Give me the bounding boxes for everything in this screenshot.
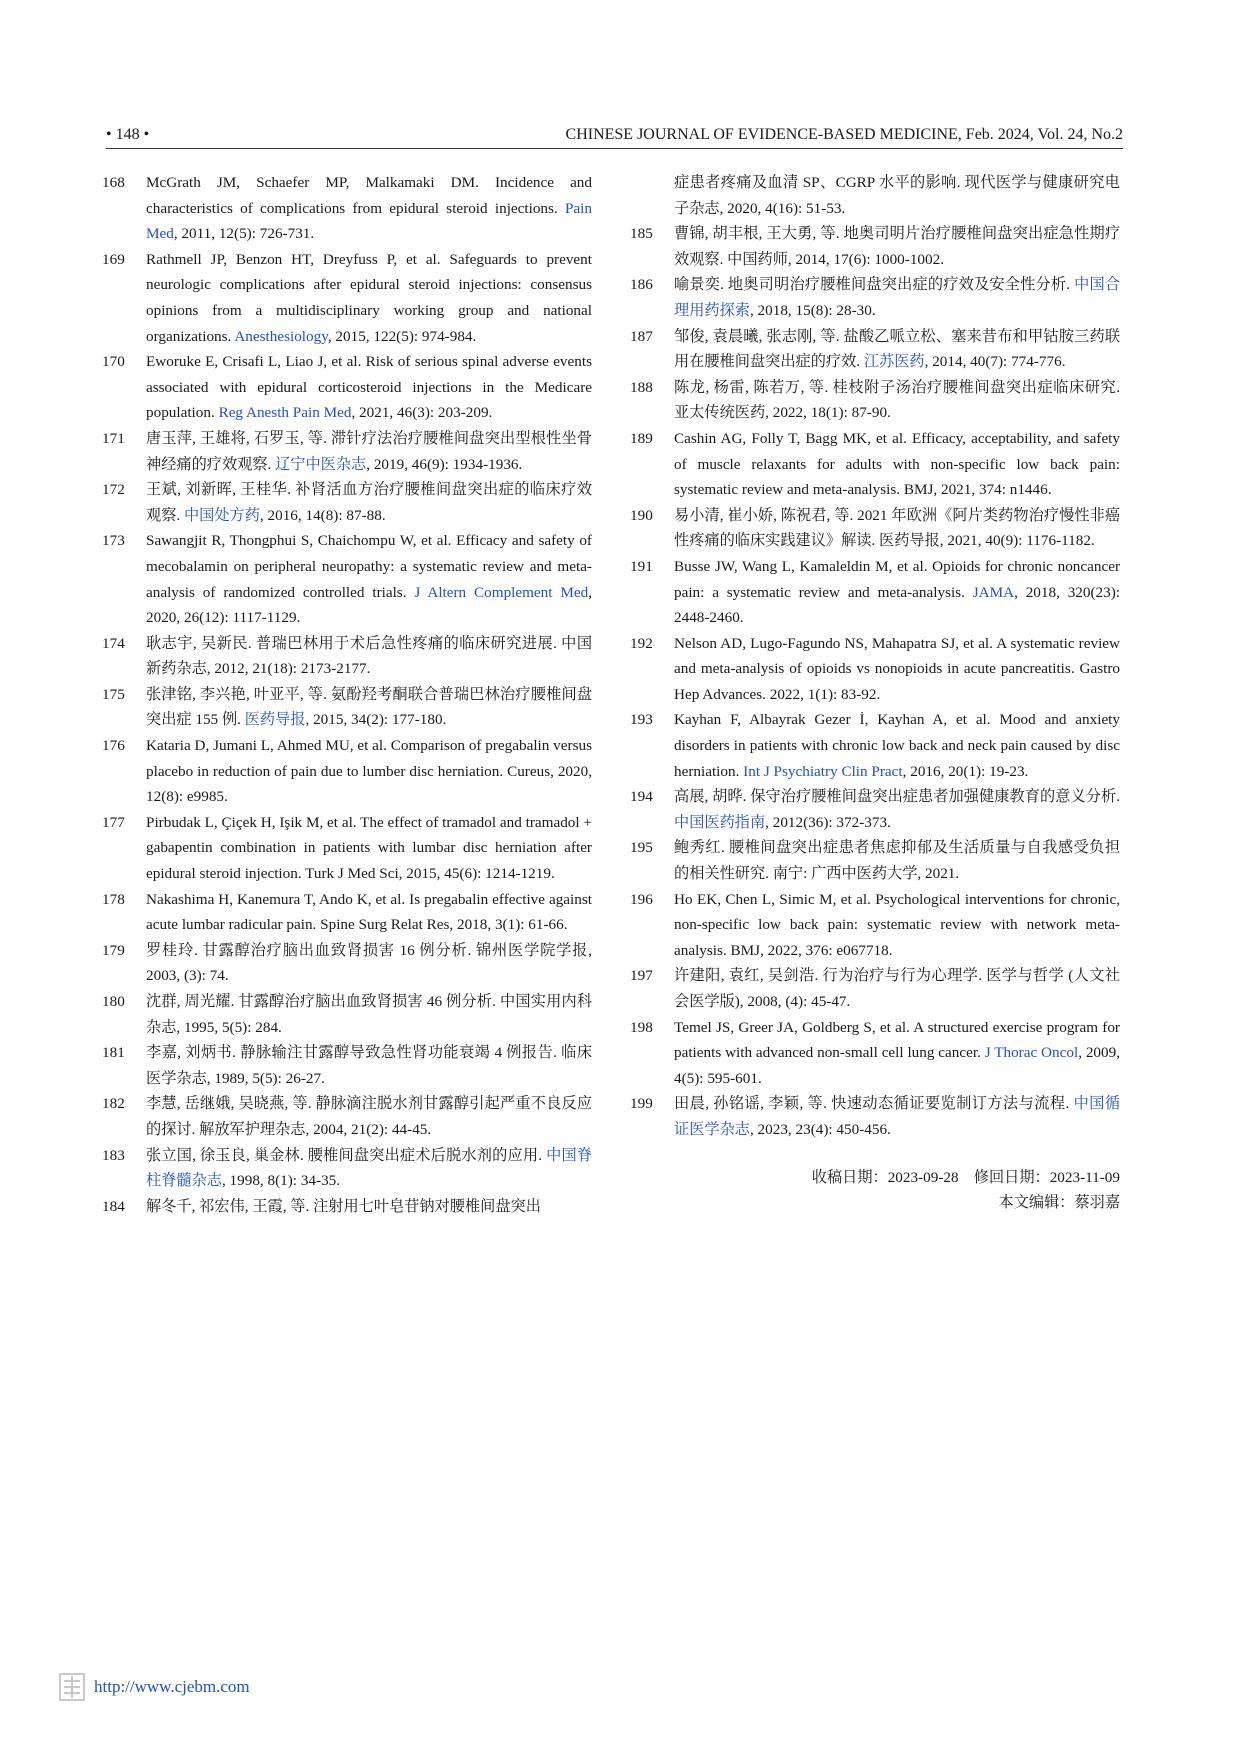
- reference-citation: Temel JS, Greer JA, Goldberg S, et al. A structured exercise program for patients with advanced non-small cell lung cancer.: [674, 1018, 1120, 1062]
- reference-citation: Kataria D, Jumani L, Ahmed MU, et al. Comparison of pregabalin versus placebo in reduction of pain due to lumber disc herniation. Cureus, 2020, 12(8): e9985.: [146, 737, 592, 806]
- reference-item: [102, 426, 592, 477]
- reference-text: [674, 784, 1120, 835]
- reference-item: [102, 477, 592, 528]
- reference-number: 176: [102, 737, 125, 755]
- reference-number: 194: [630, 788, 653, 806]
- reference-number: 192: [630, 634, 653, 652]
- reference-text: [146, 631, 592, 682]
- reference-text: [674, 503, 1120, 554]
- reference-text: [146, 170, 592, 247]
- journal-logo-icon: [58, 1672, 86, 1702]
- reference-item: [630, 324, 1120, 375]
- reference-volume: , 2009, 4(5): 595-601.: [674, 1044, 1120, 1087]
- article-dates: [630, 1165, 1120, 1216]
- reference-item: [630, 963, 1120, 1014]
- reference-text: [674, 221, 1120, 272]
- reference-number: 195: [630, 839, 653, 857]
- right-column: [630, 170, 1120, 1219]
- reference-text: [674, 963, 1120, 1014]
- reference-citation: 曹锦, 胡丰根, 王大勇, 等. 地奥司明片治疗腰椎间盘突出症急性期疗效观察. 中国药师, 2014, 17(6): 1000-1002.: [674, 225, 1120, 268]
- reference-item: [102, 349, 592, 426]
- reference-item: [630, 272, 1120, 323]
- reference-volume: , 2018, 320(23): 2448-2460.: [674, 583, 1120, 627]
- journal-link[interactable]: 中国医药指南: [674, 813, 766, 831]
- received-revised-dates: 收稿日期：2023-09-28 修回日期：2023-11-09: [811, 1168, 1120, 1186]
- reference-item: [630, 554, 1120, 631]
- reference-citation: 许建阳, 袁红, 吴剑浩. 行为治疗与行为心理学. 医学与哲学 (人文社会医学版), 2008, (4): 45-47.: [674, 967, 1120, 1010]
- reference-volume: , 2018, 15(8): 28-30.: [749, 301, 876, 319]
- reference-number: 196: [630, 890, 653, 908]
- reference-number: 184: [102, 1197, 125, 1215]
- journal-link[interactable]: 中国处方药: [183, 506, 260, 524]
- reference-text: [146, 682, 592, 733]
- reference-continuation: 症患者疼痛及血清 SP、CGRP 水平的影响. 现代医学与健康研究电子杂志, 2020, 4(16): 51-53.: [674, 174, 1120, 217]
- reference-number: 180: [102, 993, 125, 1010]
- reference-text: [674, 1091, 1120, 1142]
- reference-citation: 罗桂玲. 甘露醇治疗脑出血致肾损害 16 例分析. 锦州医学院学报, 2003, (3): 74.: [146, 941, 592, 985]
- reference-text: [674, 887, 1120, 964]
- reference-citation: Nelson AD, Lugo-Fagundo NS, Mahapatra SJ, et al. A systematic review and meta-analysis of opioids vs nonopioids in acute pancreatitis. Gastro Hep Advances. 2022, 1(1): 83-92.: [674, 634, 1120, 703]
- journal-link[interactable]: 中国循证医学杂志: [674, 1095, 1121, 1138]
- reference-text: [146, 1040, 592, 1091]
- reference-text: [674, 1015, 1120, 1092]
- reference-citation: 易小清, 崔小娇, 陈祝君, 等. 2021 年欧洲《阿片类药物治疗慢性非癌性疼痛的临床实践建议》解读. 医药导报, 2021, 40(9): 1176-1182.: [674, 506, 1120, 550]
- reference-item: [102, 682, 592, 733]
- reference-item: [102, 170, 592, 247]
- reference-citation: 李慧, 岳继娥, 吴晓燕, 等. 静脉滴注脱水剂甘露醇引起严重不良反应的探讨. 解放军护理杂志, 2004, 21(2): 44-45.: [146, 1095, 592, 1138]
- reference-item: [102, 631, 592, 682]
- journal-link[interactable]: Int J Psychiatry Clin Pract: [743, 762, 903, 780]
- reference-number: 174: [102, 634, 125, 652]
- reference-number: 186: [630, 276, 653, 294]
- reference-text: [146, 989, 592, 1040]
- reference-citation: 张津铭, 李兴艳, 叶亚平, 等. 氨酚羟考酮联合普瑞巴林治疗腰椎间盘突出症 155 例.: [146, 685, 592, 729]
- reference-volume: , 2020, 26(12): 1117-1129.: [146, 583, 593, 627]
- reference-item: [102, 1143, 592, 1194]
- reference-number: 169: [102, 250, 125, 268]
- reference-volume: , 2019, 46(9): 1934-1936.: [366, 455, 523, 473]
- reference-number: 179: [102, 941, 125, 959]
- reference-text: [674, 375, 1120, 426]
- reference-citation: McGrath JM, Schaefer MP, Malkamaki DM. Incidence and characteristics of complications from epidural steroid injections.: [146, 174, 592, 217]
- reference-text: [146, 1143, 592, 1194]
- reference-item: [630, 887, 1120, 964]
- journal-link[interactable]: 中国脊柱脊髓杂志: [146, 1146, 593, 1190]
- reference-item: [630, 1091, 1120, 1142]
- journal-link[interactable]: 中国合理用药探索: [674, 276, 1121, 319]
- reference-citation: 陈龙, 杨雷, 陈若万, 等. 桂枝附子汤治疗腰椎间盘突出症临床研究. 亚太传统医药, 2022, 18(1): 87-90.: [674, 378, 1120, 422]
- reference-citation: Sawangjit R, Thongphui S, Chaichompu W, et al. Efficacy and safety of mecobalamin on peripheral neuropathy: a systematic review and meta-analysis of randomized controlled trials.: [146, 532, 592, 601]
- journal-link[interactable]: Reg Anesth Pain Med: [218, 404, 352, 422]
- reference-text: [146, 349, 592, 426]
- reference-citation: 耿志宇, 吴新民. 普瑞巴林用于术后急性疼痛的临床研究进展. 中国新药杂志, 2012, 21(18): 2173-2177.: [146, 634, 592, 678]
- reference-volume: , 2021, 46(3): 203-209.: [351, 404, 493, 422]
- reference-number: 193: [630, 711, 653, 729]
- journal-title: CHINESE JOURNAL OF EVIDENCE-BASED MEDICINE, Feb. 2024, Vol. 24, No.2: [565, 126, 1123, 143]
- reference-text: [146, 1194, 592, 1220]
- journal-link[interactable]: Pain Med: [146, 199, 592, 243]
- reference-number: 182: [102, 1095, 125, 1113]
- reference-item: [102, 247, 592, 349]
- reference-citation: Rathmell JP, Benzon HT, Dreyfuss P, et al. Safeguards to prevent neurologic complications after epidural steroid injections: consensus opinions from a multidisciplinary working group and national organizations.: [146, 250, 592, 345]
- reference-item: [102, 810, 592, 887]
- reference-item: [102, 733, 592, 810]
- journal-link[interactable]: J Thorac Oncol: [984, 1044, 1079, 1062]
- reference-item: [630, 784, 1120, 835]
- reference-citation: Kayhan F, Albayrak Gezer İ, Kayhan A, et al. Mood and anxiety disorders in patients with chronic low back and neck pain caused by disc herniation.: [674, 711, 1120, 780]
- reference-item: [630, 375, 1120, 426]
- reference-text: [674, 272, 1120, 323]
- journal-link[interactable]: 辽宁中医杂志: [275, 455, 367, 473]
- reference-citation: 田晨, 孙铭谣, 李颖, 等. 快速动态循证要览制订方法与流程.: [674, 1095, 1074, 1113]
- reference-text: [674, 631, 1120, 708]
- reference-number: 177: [102, 813, 125, 831]
- page-footer: [58, 1672, 250, 1702]
- reference-text: [674, 835, 1120, 886]
- reference-citation: 李嘉, 刘炳书. 静脉输注甘露醇导致急性肾功能衰竭 4 例报告. 临床医学杂志, 1989, 5(5): 26-27.: [146, 1044, 592, 1087]
- reference-text: [146, 1091, 592, 1142]
- journal-link[interactable]: 医药导报: [244, 711, 306, 729]
- journal-link[interactable]: Anesthesiology: [234, 327, 328, 345]
- reference-item: [630, 835, 1120, 886]
- reference-number: 171: [102, 429, 125, 447]
- reference-number: 185: [630, 225, 653, 243]
- reference-citation: Eworuke E, Crisafi L, Liao J, et al. Risk of serious spinal adverse events associated with epidural corticosteroid injections in the Medicare population.: [146, 353, 592, 422]
- reference-volume: , 2023, 23(4): 450-456.: [749, 1120, 891, 1138]
- reference-number: 172: [102, 481, 125, 499]
- reference-citation: Busse JW, Wang L, Kamaleldin M, et al. Opioids for chronic noncancer pain: a systematic review and meta-analysis.: [674, 557, 1120, 601]
- reference-item: [102, 1040, 592, 1091]
- reference-number: 189: [630, 429, 653, 447]
- reference-citation: 邹俊, 袁晨曦, 张志刚, 等. 盐酸乙哌立松、塞来昔布和甲钴胺三药联用在腰椎间盘突出症的疗效.: [674, 327, 1120, 371]
- reference-item: [630, 426, 1120, 503]
- reference-number: 191: [630, 557, 653, 575]
- journal-url-link[interactable]: http://www.cjebm.com: [94, 1677, 250, 1696]
- reference-volume: , 2011, 12(5): 726-731.: [173, 225, 315, 243]
- left-column: [102, 170, 592, 1219]
- reference-citation: Cashin AG, Folly T, Bagg MK, et al. Efficacy, acceptability, and safety of muscle relaxants for adults with non-specific low back pain: systematic review and meta-analysis. BMJ, 2021, 374: n1446.: [674, 429, 1120, 499]
- reference-number: 173: [102, 532, 125, 550]
- reference-citation: 沈群, 周光耀. 甘露醇治疗脑出血致肾损害 46 例分析. 中国实用内科杂志, 1995, 5(5): 284.: [146, 993, 592, 1036]
- reference-text: [146, 938, 592, 989]
- reference-number: 199: [630, 1095, 653, 1113]
- reference-number: 181: [102, 1044, 125, 1062]
- reference-volume: , 2015, 122(5): 974-984.: [327, 327, 477, 345]
- reference-item: [630, 707, 1120, 784]
- reference-text: [146, 887, 592, 938]
- reference-item: [102, 1091, 592, 1142]
- reference-text: [146, 733, 592, 810]
- editor-line: 本文编辑：蔡羽嘉: [998, 1194, 1120, 1212]
- reference-item: [630, 221, 1120, 272]
- reference-number: 170: [102, 353, 125, 371]
- reference-number: 198: [630, 1018, 653, 1036]
- reference-number: 168: [102, 174, 125, 191]
- reference-citation: 高展, 胡晔. 保守治疗腰椎间盘突出症患者加强健康教育的意义分析.: [674, 788, 1120, 806]
- reference-text: [146, 528, 592, 630]
- reference-text: [674, 707, 1120, 784]
- reference-citation: Nakashima H, Kanemura T, Ando K, et al. Is pregabalin effective against acute lumbar radicular pain. Spine Surg Relat Res, 2018, 3(1): 61-66.: [146, 890, 592, 934]
- reference-text: [674, 554, 1120, 631]
- reference-item: [102, 989, 592, 1040]
- reference-citation: Ho EK, Chen L, Simic M, et al. Psychological interventions for chronic, non-specific low back pain: systematic review with network meta-analysis. BMJ, 2022, 376: e067718.: [674, 890, 1120, 959]
- journal-link[interactable]: 江苏医药: [863, 353, 925, 371]
- reference-item: [630, 503, 1120, 554]
- reference-volume: , 2015, 34(2): 177-180.: [305, 711, 447, 729]
- reference-volume: , 1998, 8(1): 34-35.: [221, 1172, 341, 1190]
- reference-number: 188: [630, 378, 653, 396]
- reference-item: [102, 1194, 592, 1220]
- reference-item: [102, 528, 592, 630]
- journal-link[interactable]: JAMA: [972, 583, 1015, 601]
- reference-volume: , 2014, 40(7): 774-776.: [924, 353, 1066, 371]
- journal-link[interactable]: J Altern Complement Med: [414, 583, 589, 601]
- reference-citation: 鲍秀红. 腰椎间盘突出症患者焦虑抑郁及生活质量与自我感受负担的相关性研究. 南宁: 广西中医药大学, 2021.: [674, 839, 1120, 883]
- reference-item: [102, 887, 592, 938]
- reference-citation: 张立国, 徐玉良, 巢金林. 腰椎间盘突出症术后脱水剂的应用.: [146, 1146, 547, 1164]
- page-header: [106, 118, 1123, 149]
- reference-columns: [102, 170, 1120, 1219]
- reference-volume: , 2016, 20(1): 19-23.: [902, 762, 1029, 780]
- reference-text: [146, 426, 592, 477]
- reference-text: [146, 477, 592, 528]
- right-column-references: [630, 221, 1120, 1142]
- reference-item: [630, 631, 1120, 708]
- reference-item: [630, 1015, 1120, 1092]
- reference-volume: , 2016, 14(8): 87-88.: [259, 506, 386, 524]
- reference-citation: 王斌, 刘新晖, 王桂华. 补肾活血方治疗腰椎间盘突出症的临床疗效观察.: [146, 481, 592, 524]
- reference-number: 175: [102, 685, 125, 703]
- reference-number: 178: [102, 890, 125, 908]
- reference-citation: 解冬千, 祁宏伟, 王霞, 等. 注射用七叶皂苷钠对腰椎间盘突出: [146, 1197, 541, 1215]
- reference-item: [102, 938, 592, 989]
- reference-text: [146, 810, 592, 887]
- reference-citation: Pirbudak L, Çiçek H, Işik M, et al. The effect of tramadol and tramadol + gabapentin combination in patients with lumbar disc herniation after epidural steroid injection. Turk J Med Sci, 2015, 45(6): 1214-1219.: [146, 813, 592, 883]
- reference-text: [674, 324, 1120, 375]
- reference-number: 197: [630, 967, 653, 985]
- reference-text: [146, 247, 592, 349]
- reference-number: 183: [102, 1146, 125, 1164]
- reference-text: [674, 426, 1120, 503]
- page-number: • 148 •: [106, 126, 150, 143]
- reference-citation: 喻景奕. 地奥司明治疗腰椎间盘突出症的疗效及安全性分析.: [674, 276, 1075, 294]
- reference-volume: , 2012(36): 372-373.: [765, 813, 891, 831]
- reference-number: 187: [630, 327, 653, 345]
- reference-citation: 唐玉萍, 王雄将, 石罗玉, 等. 滞针疗法治疗腰椎间盘突出型根性坐骨神经痛的疗效观察.: [146, 429, 592, 473]
- reference-number: 190: [630, 506, 653, 524]
